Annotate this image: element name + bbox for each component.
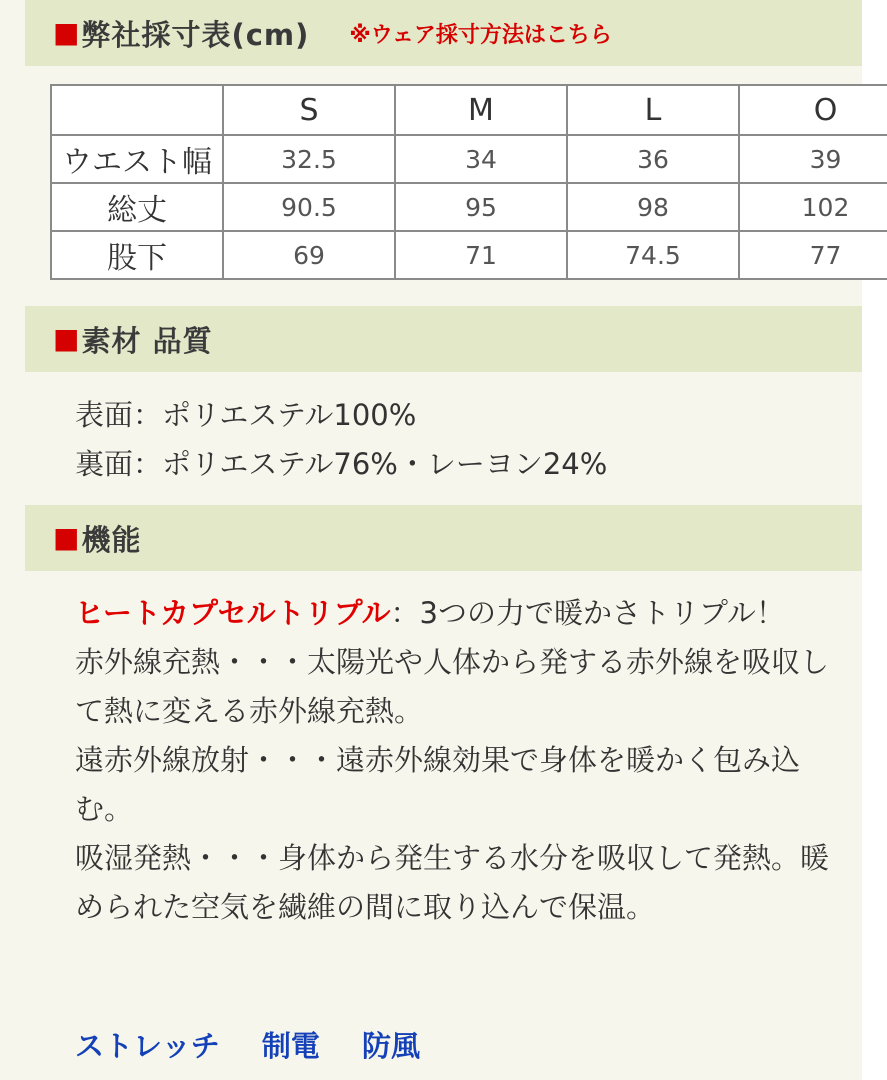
table-cell: 102: [739, 183, 887, 231]
function-paragraph-far-infrared: 遠赤外線放射・・・遠赤外線効果で身体を暖かく包み込む。: [75, 743, 801, 826]
table-row-label: 股下: [51, 231, 223, 279]
table-cell: 34: [395, 135, 567, 183]
table-cell: 74.5: [567, 231, 739, 279]
function-header: [25, 505, 862, 571]
table-row: [51, 231, 887, 279]
feature-tags: [75, 1024, 452, 1065]
function-content: [75, 589, 835, 932]
table-cell: 77: [739, 231, 887, 279]
table-cell: 95: [395, 183, 567, 231]
material-line-lining: 裏面：ポリエステル76%・レーヨン24%: [75, 447, 608, 481]
table-column-header: M: [395, 85, 567, 135]
red-square-icon: ■: [53, 322, 80, 355]
table-header-row: [51, 85, 887, 135]
function-title: 機能: [81, 522, 142, 557]
table-cell: 90.5: [223, 183, 395, 231]
heat-capsule-triple-term: ヒートカプセルトリプル: [75, 596, 391, 630]
table-column-header: O: [739, 85, 887, 135]
size-chart-header: [25, 0, 862, 66]
table-row: [51, 135, 887, 183]
red-square-icon: ■: [53, 16, 80, 49]
table-cell: 39: [739, 135, 887, 183]
tag-antistatic: 制電: [261, 1029, 320, 1063]
function-intro: [75, 589, 835, 638]
table-column-header: L: [567, 85, 739, 135]
table-row-label: 総丈: [51, 183, 223, 231]
table-column-header: S: [223, 85, 395, 135]
table-cell: 98: [567, 183, 739, 231]
table-cell: 69: [223, 231, 395, 279]
table-row: [51, 183, 887, 231]
size-table: [50, 84, 887, 280]
table-cell: 36: [567, 135, 739, 183]
table-cell: 71: [395, 231, 567, 279]
size-chart-title: 弊社採寸表(cm): [81, 17, 310, 52]
red-square-icon: ■: [53, 521, 80, 554]
tag-windproof: 防風: [361, 1029, 420, 1063]
measurement-method-link[interactable]: ※ウェア採寸方法はこちら: [349, 22, 612, 48]
material-line-outer: 表面：ポリエステル100%: [75, 398, 417, 432]
function-intro-text: ：3つの力で暖かさトリプル！: [390, 596, 785, 630]
table-cell: 32.5: [223, 135, 395, 183]
material-content: [75, 391, 835, 489]
function-paragraph-infrared: 赤外線充熱・・・太陽光や人体から発する赤外線を吸収して熱に変える赤外線充熱。: [75, 645, 830, 728]
material-header: [25, 306, 862, 372]
table-corner-cell: [51, 85, 223, 135]
function-paragraph-moisture: 吸湿発熱・・・身体から発生する水分を吸収して発熱。暖められた空気を繊維の間に取り込んで保温。: [75, 841, 830, 924]
left-margin: [0, 0, 25, 1080]
tag-stretch: ストレッチ: [75, 1029, 220, 1063]
table-row-label: ウエスト幅: [51, 135, 223, 183]
material-title: 素材 品質: [81, 323, 213, 358]
